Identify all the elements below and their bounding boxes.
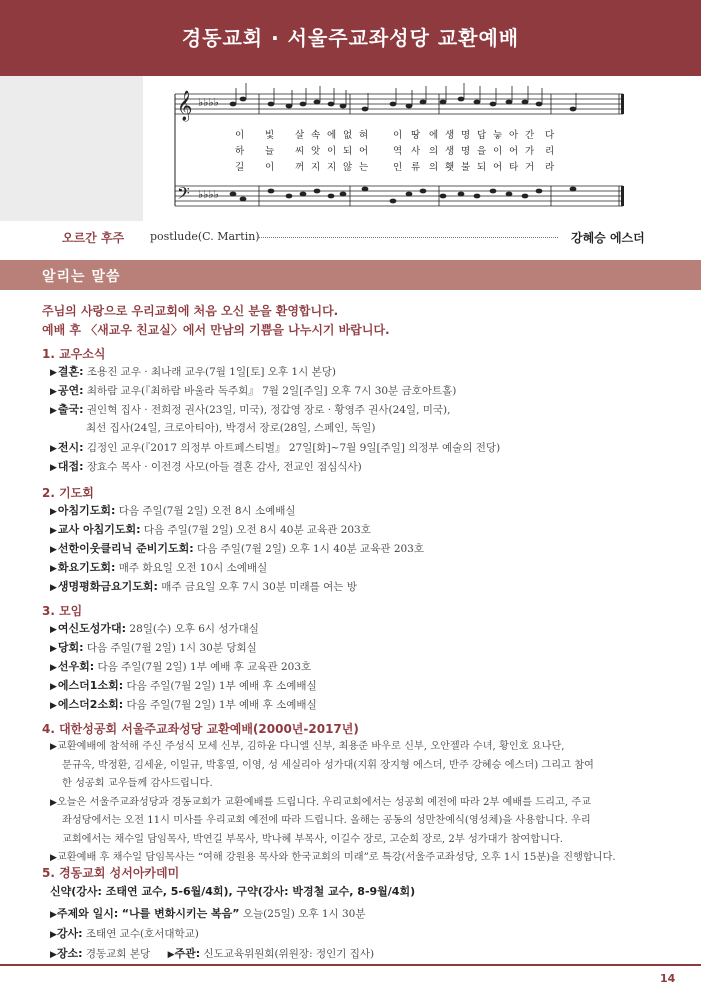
lyric-syllable: 이 <box>235 130 245 141</box>
item-value: 최선 집사(24일, 크로아티아), 박경서 장로(28일, 스페인, 독일) <box>86 422 376 434</box>
list-item <box>50 639 257 655</box>
item-value: 조용진 교우 · 최나래 교우(7월 1일[토] 오후 1시 본당) <box>83 366 336 378</box>
item-value: 권인혁 집사 · 전희정 권사(23일, 미국), 정갑영 장로 · 황영주 권사(24일, 미국), <box>83 404 451 416</box>
note-head <box>440 100 447 105</box>
lyric-syllable: 다 <box>545 130 555 141</box>
lyric-syllable: 혀 <box>359 130 369 141</box>
paragraph-text: 교환예배에 참석해 주신 주성식 모세 신부, 김하윤 다니엘 신부, 최용준 바우로 신부, 오안젤라 수녀, 황인호 요나단, <box>56 741 565 752</box>
list-item <box>86 420 376 435</box>
item-value: 매주 금요일 오후 7시 30분 미래를 여는 방 <box>157 581 357 593</box>
lyric-syllable: 지 <box>327 162 337 173</box>
lyric-syllable: 인 <box>393 162 403 173</box>
lyric-syllable: 씨 <box>295 146 305 157</box>
bullet-arrow-icon: ▶ <box>50 545 57 555</box>
list-item <box>50 502 296 518</box>
bullet-arrow-icon: ▶ <box>50 742 57 752</box>
item-value: 28일(수) 오후 6시 성가대실 <box>126 623 259 635</box>
lyric-syllable: 을 <box>477 146 487 157</box>
lyric-syllable: 간 <box>525 130 535 141</box>
lyric-syllable: 되 <box>343 146 353 157</box>
bullet-arrow-icon: ▶ <box>50 463 57 473</box>
note-head <box>522 194 529 199</box>
page-title: 경동교회 · 서울주교좌성당 교환예배 <box>181 26 520 50</box>
paragraph-text: 교환예배 후 채수일 담임목사는 “여해 강원용 목사와 한국교회의 미래”로 특강(서울주교좌성당, 오후 1시 15분)을 진행합니다. <box>56 852 616 863</box>
host-value: 신도교육위원회(위원장: 정인기 집사) <box>200 948 375 960</box>
section-heading: 5. 경동교회 성서아카데미 <box>42 866 180 880</box>
lyric-syllable: 명 <box>461 146 471 157</box>
list-item <box>50 401 450 417</box>
organ-performer: 강혜승 에스더 <box>571 231 645 245</box>
lyric-syllable: 거 <box>525 162 535 173</box>
lyric-syllable: 리 <box>545 146 555 157</box>
bullet-arrow-icon: ▶ <box>50 583 57 593</box>
host-key: 주관: <box>174 947 201 960</box>
topic-value: “나를 변화시키는 복음” <box>121 907 240 920</box>
item-value: 다음 주일(7월 2일) 1부 예배 후 교육관 203호 <box>94 661 312 673</box>
list-item <box>50 458 362 474</box>
item-key: 출국: <box>57 403 84 416</box>
lyric-syllable: 없 <box>343 130 353 141</box>
note-head <box>230 192 237 197</box>
section-heading: 1. 교우소식 <box>42 347 106 361</box>
note-head <box>406 104 413 109</box>
paragraph-text: 오늘은 서울주교좌성당과 경동교회가 교환예배를 드립니다. 우리교회에서는 성공회 예전에 따라 2부 예배를 드리고, 주교 <box>56 796 591 808</box>
lyric-syllable: 하 <box>235 146 245 157</box>
academy-place: ▶장소: 경동교회 본당 ▶주관: 신도교육위원회(위원장: 정인기 집사) <box>50 947 375 960</box>
bullet-arrow-icon: ▶ <box>50 444 57 454</box>
lyric-syllable: 답 <box>477 130 487 141</box>
score-staves <box>143 76 701 221</box>
note-head <box>458 192 465 197</box>
note-head <box>490 102 497 107</box>
note-head <box>440 194 447 199</box>
paragraph-line <box>50 794 660 813</box>
section-4-paragraphs <box>50 738 660 868</box>
svg-text:♭♭♭♭: ♭♭♭♭ <box>198 96 219 109</box>
note-head <box>390 102 397 107</box>
lyric-syllable: 길 <box>235 162 245 173</box>
note-head <box>240 97 247 102</box>
item-value: 최하람 교우(『최하람 바울라 독주회』 7월 2일[주일] 오후 7시 30분 금호아트홀) <box>83 385 457 397</box>
leader-dots <box>258 237 558 238</box>
item-value: 다음 주일(7월 2일) 1부 예배 후 소예배실 <box>123 680 317 692</box>
list-item <box>50 521 371 537</box>
note-head <box>286 194 293 199</box>
paragraph-text: 교회에서는 채수일 담임목사, 박연길 부목사, 박나혜 부목사, 이길수 장로, 고순희 장로, 2부 성가대가 참여합니다. <box>62 833 564 845</box>
note-head <box>406 192 413 197</box>
lyric-syllable: 생 <box>445 146 455 157</box>
svg-text:𝄞: 𝄞 <box>177 91 193 121</box>
item-key: 대접: <box>57 460 84 473</box>
note-head <box>300 192 307 197</box>
lyric-syllable: 지 <box>311 162 321 173</box>
note-head <box>286 104 293 109</box>
lyric-syllable: 불 <box>461 162 471 173</box>
note-head <box>340 192 347 197</box>
lyric-syllable: 어 <box>493 162 503 173</box>
lyric-syllable: 명 <box>461 130 471 141</box>
page-number: 14 <box>660 972 676 985</box>
note-head <box>268 189 275 194</box>
item-key: 선우회: <box>57 660 95 673</box>
list-item <box>50 382 456 398</box>
lyric-syllable: 사 <box>411 146 421 157</box>
note-head <box>362 187 369 192</box>
list-item <box>50 696 317 712</box>
paragraph-text: 한 성공회 교우들께 감사드립니다. <box>62 778 213 789</box>
lyric-syllable: 되 <box>477 162 487 173</box>
bullet-arrow-icon: ▶ <box>50 701 57 711</box>
paragraph-line <box>50 757 660 776</box>
academy-topic: ▶주제와 일시: “나를 변화시키는 복음” 오늘(25일) 오후 1시 30분 <box>50 907 366 920</box>
note-head <box>314 100 321 105</box>
lyric-syllable: 는 <box>359 162 369 173</box>
item-value: 김정인 교우(『2017 의정부 아트페스티벌』 27일[화]~7월 9일[주일] 의정부 예술의 전당) <box>83 442 501 454</box>
bullet-arrow-icon: ▶ <box>50 663 57 673</box>
bullet-arrow-icon: ▶ <box>50 526 57 536</box>
welcome-line: 주님의 사랑으로 우리교회에 처음 오신 분을 환영합니다. <box>42 304 339 318</box>
note-head <box>420 189 427 194</box>
fellowship-line: 예배 후 〈새교우 친교실〉에서 만남의 기쁨을 나누시기 바랍니다. <box>42 323 390 337</box>
list-item <box>50 439 500 455</box>
item-value: 장효수 목사 · 이전경 사모(아들 결혼 감사, 전교인 점심식사) <box>83 461 362 473</box>
item-value: 다음 주일(7월 2일) 1시 30분 당회실 <box>83 642 257 654</box>
bullet-arrow-icon: ▶ <box>50 507 57 517</box>
note-head <box>522 100 529 105</box>
section-heading: 2. 기도회 <box>42 486 94 500</box>
lyric-syllable: 어 <box>509 146 519 157</box>
lyric-syllable: 타 <box>509 162 519 173</box>
bullet-arrow-icon: ▶ <box>50 644 57 654</box>
note-head <box>390 199 397 204</box>
lyric-syllable: 꺼 <box>295 162 305 173</box>
item-key: 교사 아침기도회: <box>57 523 141 536</box>
lyric-syllable: 의 <box>429 162 439 173</box>
lyric-syllable: 에 <box>327 130 337 141</box>
item-key: 생명평화금요기도회: <box>57 580 158 593</box>
lyric-syllable: 횃 <box>445 162 455 173</box>
bullet-arrow-icon: ▶ <box>50 682 57 692</box>
note-head <box>300 102 307 107</box>
lyric-syllable: 라 <box>545 162 555 173</box>
paragraph-line <box>50 775 660 794</box>
lyric-syllable: 아 <box>509 130 519 141</box>
note-head <box>230 102 237 107</box>
note-head <box>536 102 543 107</box>
lecturer-value: 조태연 교수(호서대학교) <box>82 928 199 940</box>
list-item <box>50 540 424 556</box>
bullet-arrow-icon: ▶ <box>50 406 57 416</box>
item-value: 다음 주일(7월 2일) 오전 8시 40분 교육관 203호 <box>140 524 371 536</box>
paragraph-text: 문규옥, 박정환, 김세윤, 이일규, 박홍열, 이영, 성 세실리아 성가대(지휘 장지형 에스더, 반주 강혜승 에스더) 그리고 참여 <box>62 759 594 771</box>
list-item <box>50 658 311 674</box>
item-key: 화요기도회: <box>57 561 116 574</box>
bullet-arrow-icon: ▶ <box>50 853 57 863</box>
lyric-syllable: 이 <box>393 130 403 141</box>
note-head <box>570 107 577 112</box>
lyric-syllable: 어 <box>359 146 369 157</box>
lyric-syllable: 늘 <box>265 146 275 157</box>
svg-text:𝄢: 𝄢 <box>177 183 190 207</box>
lyric-syllable: 이 <box>327 146 337 157</box>
item-key: 결혼: <box>57 365 84 378</box>
place-value: 경동교회 본당 <box>82 948 151 960</box>
note-head <box>474 194 481 199</box>
organ-postlude-label: 오르간 후주 <box>62 231 125 245</box>
organ-postlude-title: postlude(C. Martin) <box>150 230 260 243</box>
item-key: 선한이웃클리닉 준비기도회: <box>57 542 194 555</box>
note-head <box>536 189 543 194</box>
list-item <box>50 620 259 636</box>
lyric-syllable: 늫 <box>493 130 503 141</box>
music-score <box>143 76 701 221</box>
lyric-syllable: 이 <box>493 146 503 157</box>
paragraph-line <box>50 831 660 850</box>
item-key: 아침기도회: <box>57 504 116 517</box>
academy-lecturer: ▶강사: 조태연 교수(호서대학교) <box>50 927 199 940</box>
note-head <box>474 100 481 105</box>
note-head <box>490 189 497 194</box>
bullet-arrow-icon: ▶ <box>50 625 57 635</box>
academy-courses-text: 신약(강사: 조태연 교수, 5-6월/4회), 구약(강사: 박경철 교수, 8-9월/4회) <box>50 885 416 898</box>
bullet-arrow-icon: ▶ <box>50 387 57 397</box>
note-head <box>570 187 577 192</box>
footer-rule <box>0 964 701 966</box>
notices-title: 알리는 말씀 <box>42 269 121 285</box>
lyric-syllable: 속 <box>311 130 321 141</box>
note-head <box>458 97 465 102</box>
lyric-syllable: 이 <box>265 162 275 173</box>
item-key: 에스더1소회: <box>57 679 124 692</box>
lyric-syllable: 생 <box>445 130 455 141</box>
bullet-arrow-icon: ▶ <box>50 564 57 574</box>
place-key: 장소: <box>56 947 83 960</box>
section-heading: 3. 모임 <box>42 604 83 618</box>
academy-courses <box>50 883 415 899</box>
item-value: 매주 화요일 오전 10시 소예배실 <box>115 562 268 574</box>
svg-text:♭♭♭♭: ♭♭♭♭ <box>198 188 219 201</box>
list-item <box>50 363 336 379</box>
lyric-syllable: 않 <box>343 162 353 173</box>
lecturer-key: 강사: <box>56 927 83 940</box>
item-value: 다음 주일(7월 2일) 1부 예배 후 소예배실 <box>123 699 317 711</box>
lyric-syllable: 살 <box>295 130 305 141</box>
note-head <box>506 100 513 105</box>
note-head <box>506 192 513 197</box>
lyric-syllable: 땅 <box>411 130 421 141</box>
paragraph-text: 좌성당에서는 오전 11시 미사를 우리교회 예전에 따라 드립니다. 올해는 공동의 성만찬예식(영성체)을 사용합니다. 우리 <box>62 815 591 826</box>
bullet-arrow-icon: ▶ <box>50 797 57 808</box>
item-value: 다음 주일(7월 2일) 오전 8시 소예배실 <box>115 505 296 517</box>
topic-key: 주제와 일시: <box>56 907 119 920</box>
list-item <box>50 559 267 575</box>
item-key: 에스더2소회: <box>57 698 124 711</box>
lyric-syllable: 빛 <box>265 130 275 141</box>
lyric-syllable: 역 <box>393 146 403 157</box>
list-item <box>50 578 357 594</box>
paragraph-line <box>50 738 660 757</box>
paragraph-line <box>50 812 660 831</box>
note-head <box>340 104 347 109</box>
section-heading: 4. 대한성공회 서울주교좌성당 교환예배(2000년-2017년) <box>42 722 359 736</box>
lyric-syllable: 류 <box>411 162 421 173</box>
bullet-arrow-icon: ▶ <box>50 368 57 378</box>
note-head <box>328 194 335 199</box>
list-item <box>50 677 317 693</box>
note-head <box>314 189 321 194</box>
note-head <box>420 100 427 105</box>
note-head <box>362 107 369 112</box>
item-value: 다음 주일(7월 2일) 오후 1시 40분 교육관 203호 <box>193 543 425 555</box>
lyric-syllable: 에 <box>429 130 439 141</box>
lyric-syllable: 앗 <box>311 146 321 157</box>
topic-time: 오늘(25일) 오후 1시 30분 <box>239 908 366 920</box>
item-key: 여신도성가대: <box>57 622 127 635</box>
item-key: 전시: <box>57 441 84 454</box>
lyric-syllable: 가 <box>525 146 535 157</box>
note-head <box>268 102 275 107</box>
note-head <box>328 102 335 107</box>
item-key: 공연: <box>57 384 84 397</box>
note-head <box>240 197 247 202</box>
item-key: 당회: <box>57 641 84 654</box>
lyric-syllable: 의 <box>429 146 439 157</box>
